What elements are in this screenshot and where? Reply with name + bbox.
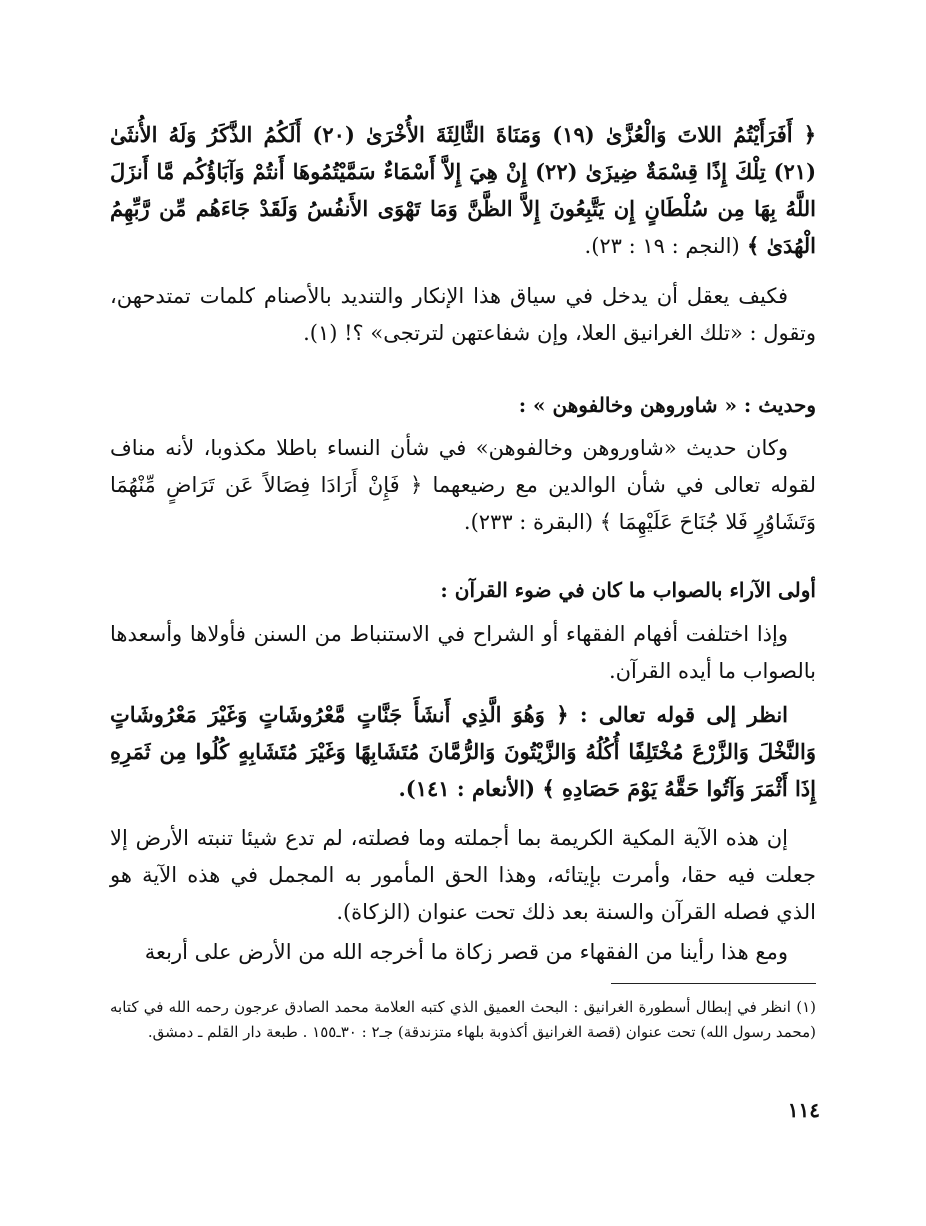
page-number: ١١٤	[787, 1098, 820, 1122]
paragraph-makki-verse: إن هذه الآية المكية الكريمة بما أجملته وما فصلته، لم تدع شيئا تنبته الأرض إلا جعلت فيه حقا، وأمرت بإيتائه، وهذا الحق المأمور به المجمل في هذه الآية هو الذي فصله القرآن والسنة بعد ذلك تحت عنوان (الزكاة).	[110, 826, 816, 924]
paragraph-anam-verse: انظر إلى قوله تعالى : ﴿ وَهُوَ الَّذِي أَنشَأَ جَنَّاتٍ مَّعْرُوشَاتٍ وَغَيْرَ مَعْرُوشَاتٍ وَالنَّخْلَ وَالزَّرْعَ مُخْتَلِفًا أُكُلُهُ وَالزَّيْتُونَ وَالرُّمَّانَ مُتَشَابِهًا وَغَيْرَ مُتَشَابِهٍ كُلُوا مِن ثَمَرِهِ إِذَا أَثْمَرَ وَآتُوا حَقَّهُ يَوْمَ حَصَادِهِ ﴾ (الأنعام : ١٤١).	[110, 702, 816, 801]
paragraph-zakat-jurists: ومع هذا رأينا من الفقهاء من قصر زكاة ما أخرجه الله من الأرض على أربعة	[144, 940, 788, 964]
verse-reference: (النجم : ١٩ : ٢٣).	[584, 234, 740, 258]
paragraph-jurists-opinions: وإذا اختلفت أفهام الفقهاء أو الشراح في الاستنباط من السنن فأولاها وأسعدها بالصواب ما أيده القرآن.	[110, 622, 816, 683]
footnote-separator	[611, 983, 816, 984]
section-heading-shawiruhunna: وحديث : « شاوروهن وخالفوهن » :	[518, 393, 816, 417]
footnote: (١) انظر في إبطال أسطورة الغرانيق : البحث العميق الذي كتبه العلامة محمد الصادق عرجون رحمه الله في كتابه (محمد رسول الله) تحت عنوان (قصة الغرانيق أكذوبة بلهاء متزندقة) جـ٢ : ٣٠ـ١٥٥ . طبعة دار القلم ـ دمشق.	[110, 998, 816, 1041]
paragraph-shawiruhunna: وكان حديث «شاوروهن وخالفوهن» في شأن النساء باطلا مكذوبا، لأنه مناف لقوله تعالى في شأن الوالدين مع رضيعهما ﴿ فَإِنْ أَرَادَا فِصَالاً عَن تَرَاضٍ مِّنْهُمَا وَتَشَاوُرٍ فَلا جُنَاحَ عَلَيْهِمَا ﴾ (البقرة : ٢٣٣).	[110, 436, 816, 534]
section-heading-quran-light: أولى الآراء بالصواب ما كان في ضوء القرآن :	[440, 578, 816, 602]
verse-block	[110, 116, 816, 265]
verse-text: ﴿ أَفَرَأَيْتُمُ اللاتَ وَالْعُزَّىٰ (١٩) وَمَنَاةَ الثَّالِثَةَ الأُخْرَىٰ (٢٠) أَلَكُمُ الذَّكَرُ وَلَهُ الأُنثَىٰ (٢١) تِلْكَ إِذًا قِسْمَةٌ ضِيزَىٰ (٢٢) إِنْ هِيَ إِلاَّ أَسْمَاءٌ سَمَّيْتُمُوهَا أَنتُمْ وَآبَاؤُكُم مَّا أَنزَلَ اللَّهُ بِهَا مِن سُلْطَانٍ إِن يَتَّبِعُونَ إِلاَّ الظَّنَّ وَمَا تَهْوَى الأَنفُسُ وَلَقَدْ جَاءَهُم مِّن رَّبِّهِمُ الْهُدَىٰ ﴾	[110, 122, 817, 258]
paragraph-idol-praise: فكيف يعقل أن يدخل في سياق هذا الإنكار والتنديد بالأصنام كلمات تمتدحهن، وتقول : «تلك الغرانيق العلا، وإن شفاعتهن لترتجى» ؟! (١).	[110, 284, 816, 345]
